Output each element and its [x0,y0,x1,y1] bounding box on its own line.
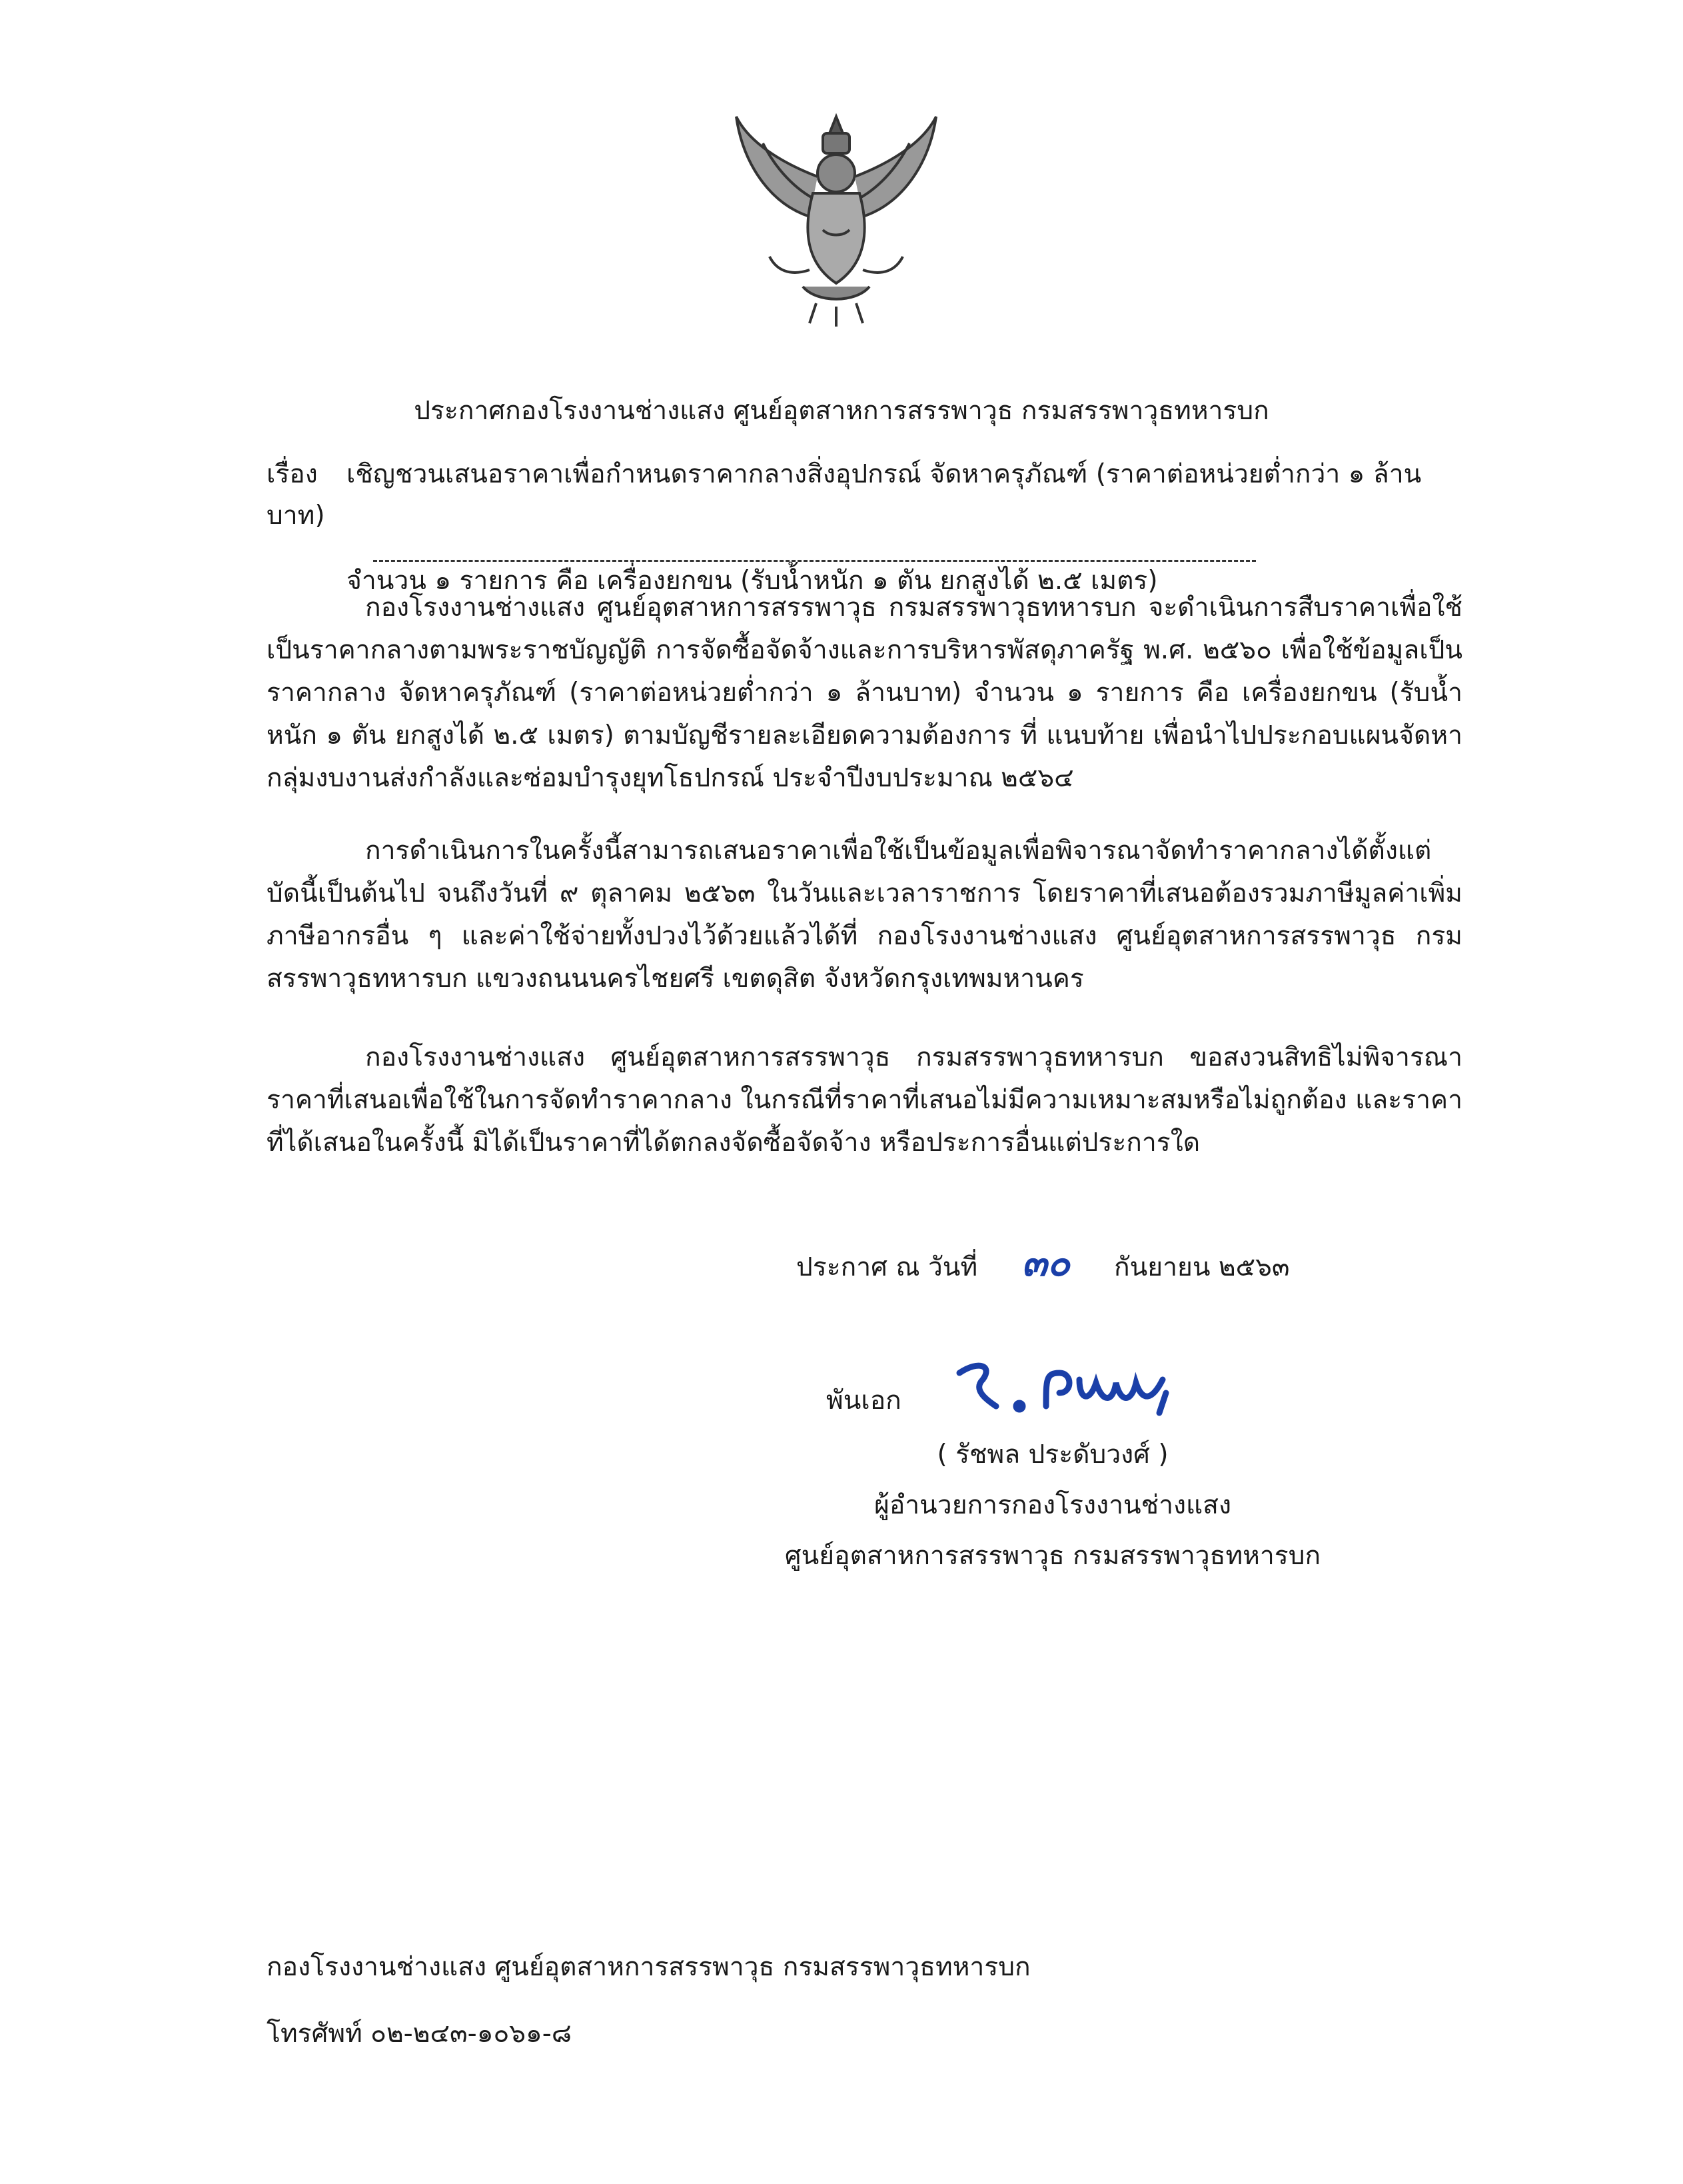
paragraph-2: การดำเนินการในครั้งนี้สามารถเสนอราคาเพื่อใช้เป็นข้อมูลเพื่อพิจารณาจัดทำราคากลางได้ตั้งแต่บัดนี้เป็นต้นไป จนถึงวันที่ ๙ ตุลาคม ๒๕๖๓ ในวันและเวลาราชการ โดยราคาที่เสนอต้องรวมภาษีมูลค่าเพิ่มภาษีอากรอื่น ๆ และค่าใช้จ่ายทั้งปวงไว้ด้วยแล้วได้ที่ กองโรงงานช่างแสง ศูนย์อุตสาหการสรรพาวุธ กรมสรรพาวุธทหารบก แขวงถนนนครไชยศรี เขตดุสิต จังหวัดกรุงเทพมหานคร [267,836,1462,994]
signatory-name: ( รัชพล ประดับวงศ์ ) [937,1440,1169,1470]
handwritten-signature [946,1353,1186,1439]
dashed-divider [373,560,1256,562]
announcement-dateline [796,1233,1290,1292]
subject-block [267,453,1466,601]
footer-phone: โทรศัพท์ ๐๒-๒๔๓-๑๐๖๑-๘ [267,2019,572,2049]
subject-line-1: เชิญชวนเสนอราคาเพื่อกำหนดราคากลางสิ่งอุปกรณ์ จัดหาครุภัณฑ์ (ราคาต่อหน่วยต่ำกว่า ๑ ล้านบาท) [267,459,1422,531]
announcement-title: ประกาศกองโรงงานช่างแสง ศูนย์อุตสาหการสรรพาวุธ กรมสรรพาวุธทหารบก [414,396,1269,426]
garuda-emblem-icon [723,103,949,330]
footer-organization: กองโรงงานช่างแสง ศูนย์อุตสาหการสรรพาวุธ กรมสรรพาวุธทหารบก [267,1952,1031,1982]
dateline-day-handwritten: ๓๐ [1021,1241,1070,1285]
signatory-rank: พันเอก [826,1386,901,1416]
signature-stroke-icon [946,1353,1186,1426]
signatory-position-2: ศูนย์อุตสาหการสรรพาวุธ กรมสรรพาวุธทหารบก [784,1541,1321,1571]
dateline-month-year: กันยายน ๒๕๖๓ [1113,1252,1290,1282]
subject-line-2: จำนวน ๑ รายการ คือ เครื่องยกขน (รับน้ำหนัก ๑ ตัน ยกสูงได้ ๒.๕ เมตร) [346,566,1158,596]
paragraph-1: กองโรงงานช่างแสง ศูนย์อุตสาหการสรรพาวุธ กรมสรรพาวุธทหารบก จะดำเนินการสืบราคาเพื่อใช้เป็นราคากลางตามพระราชบัญญัติ การจัดซื้อจัดจ้างและการบริหารพัสดุภาครัฐ พ.ศ. ๒๕๖๐ เพื่อใช้ข้อมูลเป็นราคากลาง จัดหาครุภัณฑ์ (ราคาต่อหน่วยต่ำกว่า ๑ ล้านบาท) จำนวน ๑ รายการ คือ เครื่องยกขน (รับน้ำหนัก ๑ ตัน ยกสูงได้ ๒.๕ เมตร) ตามบัญชีรายละเอียดความต้องการ ที่ แนบท้าย เพื่อนำไปประกอบแผนจัดหากลุ่มงบงานส่งกำลังและซ่อมบำรุงยุทโธปกรณ์ ประจำปีงบประมาณ ๒๕๖๔ [267,592,1462,793]
subject-label: เรื่อง [267,459,318,489]
signatory-block [733,1430,1373,1582]
dateline-prefix: ประกาศ ณ วันที่ [796,1252,978,1282]
paragraph-3: กองโรงงานช่างแสง ศูนย์อุตสาหการสรรพาวุธ กรมสรรพาวุธทหารบก ขอสงวนสิทธิไม่พิจารณาราคาที่เสนอเพื่อใช้ในการจัดทำราคากลาง ในกรณีที่ราคาที่เสนอไม่มีความเหมาะสมหรือไม่ถูกต้อง และราคาที่ได้เสนอในครั้งนี้ มิได้เป็นราคาที่ได้ตกลงจัดซื้อจัดจ้าง หรือประการอื่นแต่ประการใด [267,1042,1462,1158]
signatory-position-1: ผู้อำนวยการกองโรงงานช่างแสง [873,1490,1232,1520]
